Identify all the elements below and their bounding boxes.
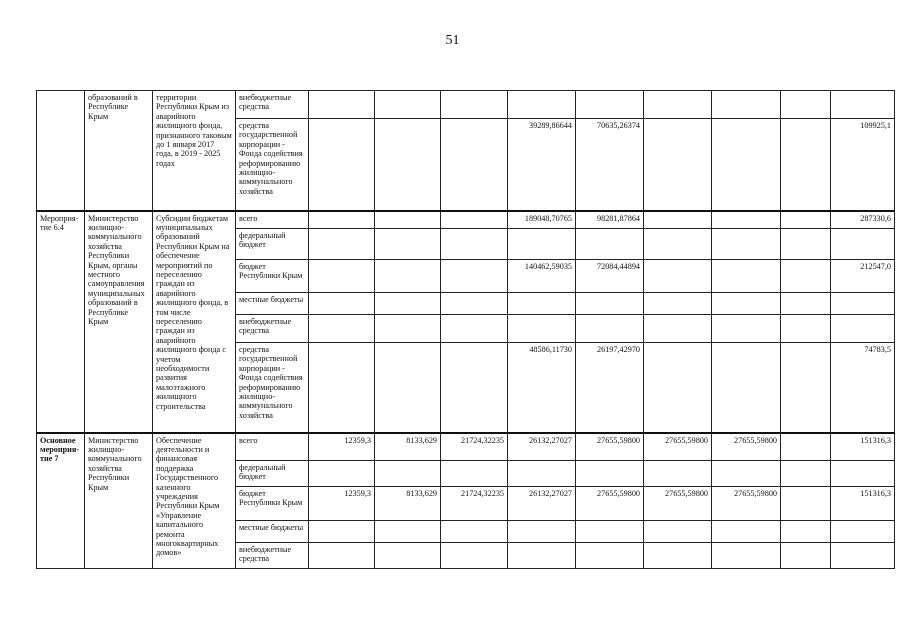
amount-cell <box>375 461 441 487</box>
amount-cell <box>441 260 508 293</box>
amount-cell <box>508 229 576 260</box>
amount-cell <box>644 543 712 569</box>
amount-cell <box>781 315 831 343</box>
funding-source: местные бюджеты <box>236 293 309 315</box>
amount-cell <box>576 543 644 569</box>
amount-cell <box>644 260 712 293</box>
amount-cell <box>644 91 712 119</box>
amount-cell <box>309 260 375 293</box>
amount-cell <box>781 521 831 543</box>
amount-cell <box>309 461 375 487</box>
funding-source: внебюджетные средства <box>236 315 309 343</box>
amount-cell: 26132,27027 <box>508 487 576 521</box>
amount-cell: 26197,42970 <box>576 343 644 433</box>
amount-cell <box>781 433 831 461</box>
amount-cell <box>375 91 441 119</box>
measure-name: Мероприя-тие 6.4 <box>37 211 85 433</box>
amount-cell <box>712 260 781 293</box>
table-row <box>37 211 895 229</box>
amount-cell <box>309 343 375 433</box>
amount-cell <box>375 521 441 543</box>
amount-cell: 140462,59035 <box>508 260 576 293</box>
executor-cell: Министерство жилищно-коммунального хозяйства Республики Крым <box>85 433 153 569</box>
amount-cell <box>375 119 441 211</box>
amount-cell: 287330,6 <box>831 211 895 229</box>
amount-cell <box>441 315 508 343</box>
amount-cell <box>644 315 712 343</box>
amount-cell <box>508 91 576 119</box>
amount-cell: 26132,27027 <box>508 433 576 461</box>
amount-cell <box>576 229 644 260</box>
amount-cell: 48586,11730 <box>508 343 576 433</box>
amount-cell: 39289,86644 <box>508 119 576 211</box>
table-body <box>37 91 895 569</box>
amount-cell <box>644 521 712 543</box>
amount-cell <box>644 461 712 487</box>
executor-cell: образований в Республике Крым <box>85 91 153 211</box>
budget-table <box>36 90 895 569</box>
amount-cell <box>781 487 831 521</box>
measure-name <box>37 91 85 211</box>
amount-cell: 8133,629 <box>375 487 441 521</box>
amount-cell <box>441 211 508 229</box>
amount-cell <box>441 229 508 260</box>
funding-source: федеральный бюджет <box>236 229 309 260</box>
page-number: 51 <box>445 33 460 48</box>
amount-cell <box>712 315 781 343</box>
amount-cell <box>508 315 576 343</box>
amount-cell: 189048,70765 <box>508 211 576 229</box>
amount-cell <box>441 91 508 119</box>
amount-cell <box>781 543 831 569</box>
amount-cell <box>309 229 375 260</box>
amount-cell <box>831 521 895 543</box>
amount-cell: 27655,59800 <box>576 433 644 461</box>
amount-cell <box>508 293 576 315</box>
amount-cell <box>712 91 781 119</box>
amount-cell: 27655,59800 <box>576 487 644 521</box>
amount-cell: 109925,1 <box>831 119 895 211</box>
amount-cell <box>831 229 895 260</box>
amount-cell: 151316,3 <box>831 487 895 521</box>
amount-cell: 8133,629 <box>375 433 441 461</box>
funding-source: внебюджетные средства <box>236 91 309 119</box>
amount-cell <box>576 315 644 343</box>
amount-cell <box>375 229 441 260</box>
amount-cell <box>375 260 441 293</box>
measure-description: территории Республики Крым из аварийного жилищного фонда, признанного таковым до 1 января 2017 года, в 2019 - 2025 годах <box>153 91 236 211</box>
funding-source: местные бюджеты <box>236 521 309 543</box>
amount-cell: 27655,59800 <box>644 487 712 521</box>
amount-cell <box>831 543 895 569</box>
table-row <box>37 91 895 119</box>
amount-cell: 21724,32235 <box>441 433 508 461</box>
amount-cell <box>644 343 712 433</box>
amount-cell <box>441 543 508 569</box>
amount-cell: 27655,59800 <box>644 433 712 461</box>
amount-cell <box>375 543 441 569</box>
amount-cell: 74783,5 <box>831 343 895 433</box>
amount-cell <box>644 211 712 229</box>
amount-cell <box>712 461 781 487</box>
amount-cell <box>712 521 781 543</box>
amount-cell <box>441 293 508 315</box>
amount-cell <box>441 343 508 433</box>
amount-cell <box>781 119 831 211</box>
executor-cell: Министерство жилищно-коммунального хозяйства Республики Крым, органы местного самоуправления муниципальных образований в Республике Крым <box>85 211 153 433</box>
amount-cell <box>576 91 644 119</box>
amount-cell <box>508 461 576 487</box>
amount-cell <box>781 343 831 433</box>
amount-cell <box>309 543 375 569</box>
amount-cell <box>781 461 831 487</box>
amount-cell <box>831 293 895 315</box>
amount-cell <box>712 543 781 569</box>
amount-cell: 27655,59800 <box>712 487 781 521</box>
amount-cell <box>781 229 831 260</box>
amount-cell <box>712 293 781 315</box>
amount-cell <box>309 293 375 315</box>
amount-cell: 12359,3 <box>309 433 375 461</box>
amount-cell <box>644 229 712 260</box>
amount-cell <box>831 315 895 343</box>
amount-cell <box>576 461 644 487</box>
amount-cell <box>781 91 831 119</box>
funding-source: внебюджетные средства <box>236 543 309 569</box>
amount-cell <box>441 461 508 487</box>
amount-cell: 72084,44894 <box>576 260 644 293</box>
amount-cell <box>781 293 831 315</box>
amount-cell <box>309 521 375 543</box>
amount-cell <box>831 461 895 487</box>
amount-cell <box>644 119 712 211</box>
amount-cell <box>309 315 375 343</box>
funding-source: бюджет Республики Крым <box>236 487 309 521</box>
amount-cell: 212547,0 <box>831 260 895 293</box>
amount-cell <box>576 521 644 543</box>
amount-cell <box>375 211 441 229</box>
amount-cell: 151316,3 <box>831 433 895 461</box>
amount-cell <box>712 343 781 433</box>
funding-source: всего <box>236 433 309 461</box>
amount-cell: 70635,26374 <box>576 119 644 211</box>
amount-cell <box>441 521 508 543</box>
amount-cell <box>831 91 895 119</box>
amount-cell <box>508 521 576 543</box>
amount-cell <box>576 293 644 315</box>
amount-cell <box>375 343 441 433</box>
amount-cell <box>712 229 781 260</box>
amount-cell <box>309 211 375 229</box>
measure-name: Основное мероприя-тие 7 <box>37 433 85 569</box>
amount-cell: 21724,32235 <box>441 487 508 521</box>
amount-cell <box>781 211 831 229</box>
measure-description: Субсидии бюджетам муниципальных образований Республики Крым на обеспечение мероприятий по переселению граждан из аварийного жилищного фонда, в том числе переселению граждан из аварийного жилищного фонда с учетом необходимости развития малоэтажного жилищного строительства <box>153 211 236 433</box>
amount-cell <box>375 315 441 343</box>
amount-cell: 98281,87864 <box>576 211 644 229</box>
amount-cell <box>644 293 712 315</box>
amount-cell <box>309 91 375 119</box>
funding-source: федеральный бюджет <box>236 461 309 487</box>
table-row <box>37 433 895 461</box>
amount-cell: 27655,59800 <box>712 433 781 461</box>
amount-cell <box>375 293 441 315</box>
amount-cell <box>781 260 831 293</box>
amount-cell: 12359,3 <box>309 487 375 521</box>
amount-cell <box>309 119 375 211</box>
funding-source: бюджет Республики Крым <box>236 260 309 293</box>
amount-cell <box>508 543 576 569</box>
funding-source: средства государственной корпорации - Фонда содействия реформированию жилищно-коммунального хозяйства <box>236 343 309 433</box>
funding-source: средства государственной корпорации - Фонда содействия реформированию жилищно-коммунального хозяйства <box>236 119 309 211</box>
measure-description: Обеспечение деятельности и финансовая поддержка Государственного казенного учреждения Республики Крым «Управление капитального ремонта многоквартирных домов» <box>153 433 236 569</box>
funding-source: всего <box>236 211 309 229</box>
amount-cell <box>441 119 508 211</box>
amount-cell <box>712 119 781 211</box>
amount-cell <box>712 211 781 229</box>
